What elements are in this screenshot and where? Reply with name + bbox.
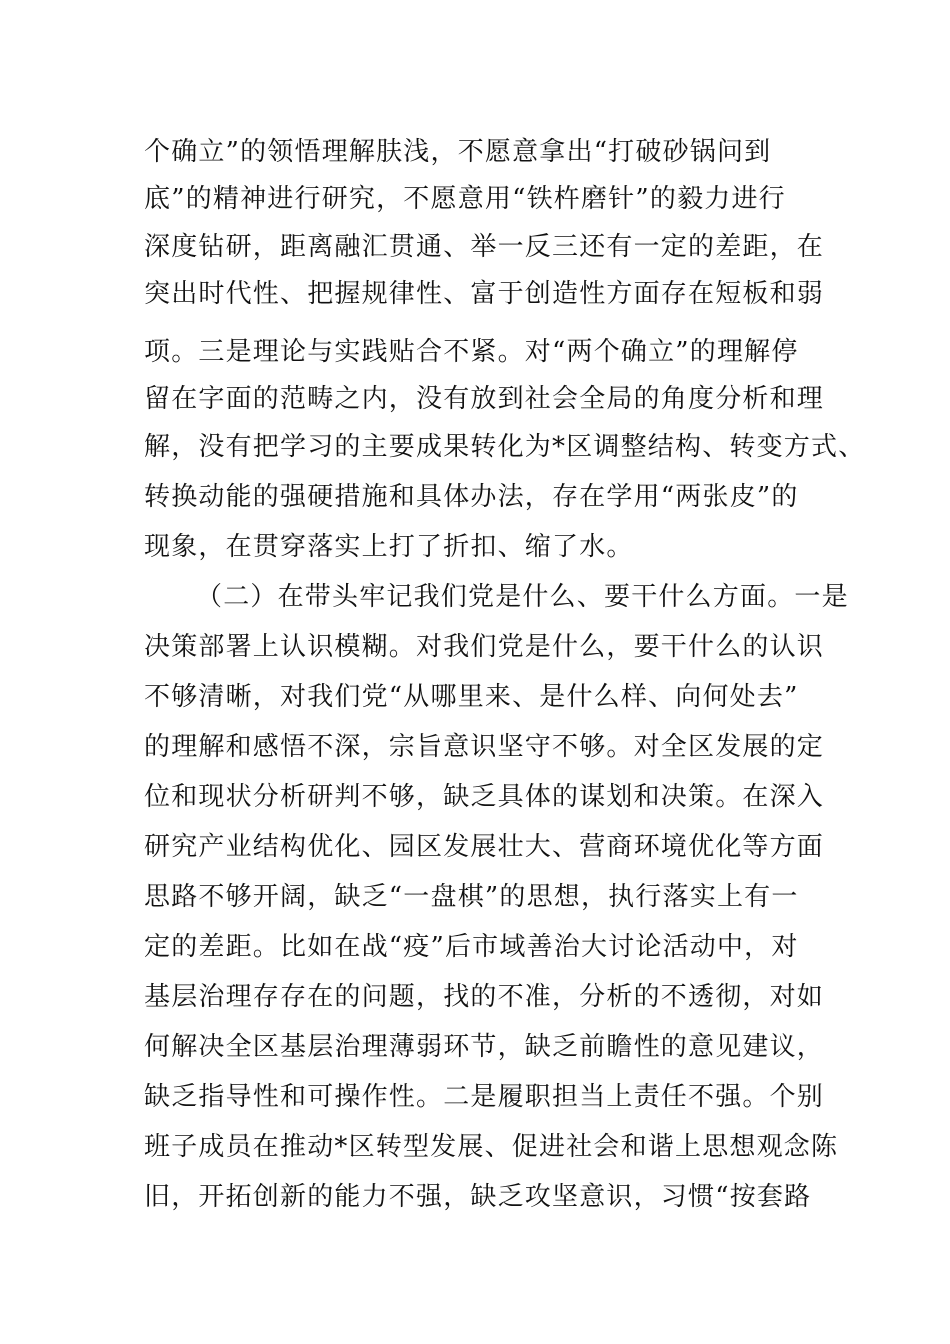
text-line: 旧，开拓创新的能力不强，缺乏攻坚意识，习惯“按套路 bbox=[144, 1182, 812, 1212]
text-line: 现象，在贯穿落实上打了折扣、缩了水。 bbox=[144, 532, 634, 562]
text-line: 底”的精神进行研究，不愿意用“铁杵磨针”的毅力进行 bbox=[144, 184, 786, 214]
text-line: 突出时代性、把握规律性、富于创造性方面存在短板和弱 bbox=[144, 279, 825, 309]
text-line: 不够清晰，对我们党“从哪里来、是什么样、向何处去” bbox=[144, 682, 799, 712]
section-heading-line: （二）在带头牢记我们党是什么、要干什么方面。一是 bbox=[196, 582, 849, 612]
text-line: 留在字面的范畴之内，没有放到社会全局的角度分析和理 bbox=[144, 384, 825, 414]
text-line: 的理解和感悟不深，宗旨意识坚守不够。对全区发展的定 bbox=[144, 732, 825, 762]
text-line: 个确立”的领悟理解肤浅，不愿意拿出“打破砂锅问到 bbox=[144, 137, 772, 167]
text-line: 位和现状分析研判不够，缺乏具体的谋划和决策。在深入 bbox=[144, 782, 825, 812]
text-line: 决策部署上认识模糊。对我们党是什么，要干什么的认识 bbox=[144, 632, 825, 662]
text-line: 研究产业结构优化、园区发展壮大、营商环境优化等方面 bbox=[144, 832, 825, 862]
text-line: 思路不够开阔，缺乏“一盘棋”的思想，执行落实上有一 bbox=[144, 882, 799, 912]
text-line: 何解决全区基层治理薄弱环节，缺乏前瞻性的意见建议， bbox=[144, 1032, 825, 1062]
text-line: 解，没有把学习的主要成果转化为*区调整结构、转变方式、 bbox=[144, 432, 866, 462]
text-line: 班子成员在推动*区转型发展、促进社会和谐上思想观念陈 bbox=[144, 1132, 839, 1162]
text-line: 深度钻研，距离融汇贯通、举一反三还有一定的差距，在 bbox=[144, 232, 825, 262]
text-line: 定的差距。比如在战“疫”后市域善治大讨论活动中，对 bbox=[144, 932, 799, 962]
text-line: 缺乏指导性和可操作性。二是履职担当上责任不强。个别 bbox=[144, 1082, 825, 1112]
text-line: 基层治理存存在的问题，找的不准，分析的不透彻，对如 bbox=[144, 982, 825, 1012]
text-line: 转换动能的强硬措施和具体办法，存在学用“两张皮”的 bbox=[144, 482, 799, 512]
text-line: 项。三是理论与实践贴合不紧。对“两个确立”的理解停 bbox=[144, 337, 799, 367]
